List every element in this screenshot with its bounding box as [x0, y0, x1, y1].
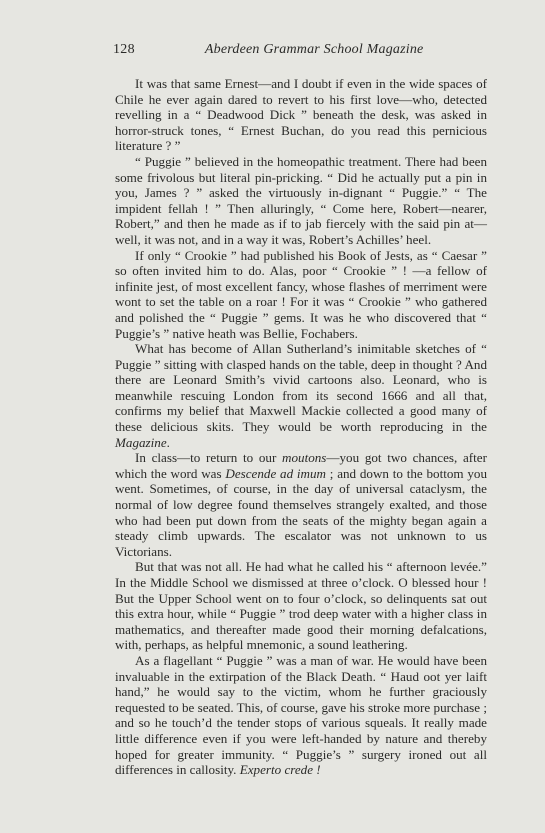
paragraph	[115, 559, 487, 653]
page-number: 128	[113, 42, 135, 57]
italic-text: Magazine	[115, 434, 167, 450]
paragraph-text: If only “ Crookie ” had published his Book of Jests, as “ Caesar ” so often invited him to do. Alas, poor “ Crookie ” ! —a fellow of infinite jest, of most excellent fancy, whose flashes of merriment were wont to set the table on a roar ! For it was “ Crookie ” who gathered and polished the “ Puggie ” gems. It was he who discovered that “ Puggie’s ” native heath was Bellie, Fochabers.	[115, 247, 487, 341]
running-title: Aberdeen Grammar School Magazine	[204, 42, 424, 57]
italic-text: Descende ad imum	[225, 465, 327, 481]
paragraph-text: What has become of Allan Sutherland’s inimitable sketches of “ Puggie ” sitting with clasped hands on the table, deep in thought ? And there are Leonard Smith’s vivid cartoons also. Leonard, who is meanwhile rescuing London from its second 1666 and all that, confirms my belief that Maxwell Mackie collected a good many of these delicious skits. They would be worth reproducing in the	[115, 341, 487, 435]
paragraph	[115, 450, 487, 559]
paragraph-text: —you got two chances, after which the word was	[115, 450, 487, 481]
paragraph	[115, 341, 487, 450]
paragraph	[115, 653, 487, 778]
paragraph-text: .	[166, 434, 170, 450]
italic-text: Experto crede !	[239, 762, 321, 778]
paragraph-text: ; and down to the bottom you went. Sometimes, of course, in the day of universal cataclysm, the normal of low degree found themselves strangely exalted, and those who had been put down from the seats of the mighty began again a steady climb upwards. The escalator was not unknown to us Victorians.	[115, 465, 487, 559]
italic-text: moutons	[282, 450, 327, 466]
paragraph-text: In class—to return to our	[135, 450, 283, 466]
paragraph-text: But that was not all. He had what he called his “ afternoon levée.” In the Middle School we dismissed at three o’clock. O blessed hour ! But the Upper School went on to four o’clock, so delinquents sat out this extra hour, while “ Puggie ” trod deep water with a higher class in mathematics, and thereafter made good their morning defalcations, with, perhaps, as helpful mnemonic, a sound leathering.	[115, 559, 487, 653]
article-body	[115, 76, 487, 778]
paragraph-text: As a flagellant “ Puggie ” was a man of war. He would have been invaluable in the extirpation of the Black Death. “ Haud oot yer laift hand,” he would say to the victim, whom he further graciously requested to be seated. This, of course, gave his stroke more purchase ; and so he touch’d the tender stops of various squeals. It really made little difference even if you were left-handed by nature and thereby hoped for greater immunity. “ Puggie’s ” surgery ironed out all differences in callosity.	[115, 652, 487, 778]
paragraph	[115, 154, 487, 248]
paragraph-text: It was that same Ernest—and I doubt if even in the wide spaces of Chile he ever again dared to revert to his first love—who, detected revelling in a “ Deadwood Dick ” beneath the desk, was asked in horror-struck tones, “ Ernest Buchan, do you read this pernicious literature ? ”	[115, 76, 487, 154]
page-header	[113, 42, 433, 62]
paragraph	[115, 248, 487, 342]
paragraph	[115, 76, 487, 154]
paragraph-text: “ Puggie ” believed in the homeopathic treatment. There had been some frivolous but literal pin-pricking. “ Did he actually put a pin in you, James ? ” asked the virtuously in-dignant “ Puggie.” “ The impident fellah ! ” Then alluringly, “ Come here, Robert—nearer, Robert,” and then he made as if to jab fiercely with the said pin at—well, it was not, and in a way it was, Robert’s Achilles’ heel.	[115, 153, 487, 247]
